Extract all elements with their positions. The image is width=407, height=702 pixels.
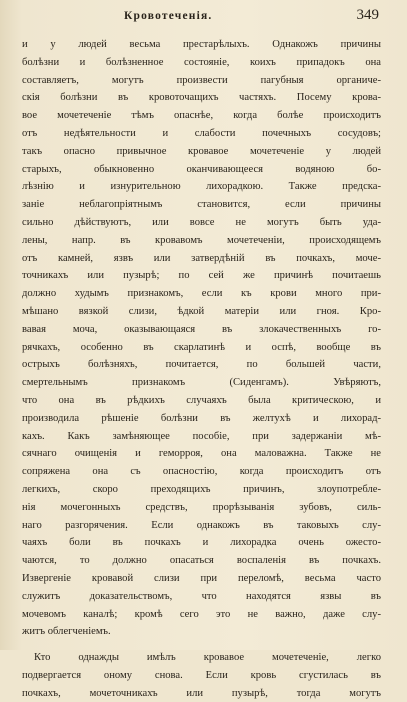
text-line: Извергенiе кровавой слизи при переломѣ, весьма часто [22,572,381,584]
text-line: житъ облегченiемъ. [22,626,111,638]
page-header [14,6,383,30]
text-line: смертельнымъ признакомъ (Сиденгамъ). Увѣряютъ, [22,377,381,389]
text-line: лены, напр. въ кровавомъ мочетеченiи, происходящемъ [22,234,381,246]
text-line: составляетъ, могутъ произвести пагубныя органиче- [22,74,381,86]
text-line: болѣзни и болѣзненное состоянiе, коихъ припадокъ она [22,56,381,68]
text-line: скiя болѣзни въ кровоточащихъ частяхъ. Посему крова- [22,92,381,104]
text-line: чаются, то должно опасаться воспаленiя въ почкахъ. [22,555,381,567]
text-line: сильно дѣйствуютъ, или вовсе не могутъ быть уда- [22,216,381,228]
page-number: 349 [356,7,379,23]
text-line: служитъ доказательствомъ, что находятся язвы въ [22,590,381,602]
text-line: почкахъ, мочеточникахъ или пузырѣ, тогда могутъ [22,687,381,699]
text-line: лѣзнiю и изнурительною лихорадкою. Также предска- [22,181,381,193]
text-line: легкихъ, скоро преходящихъ причинъ, злоупотребле- [22,483,381,495]
text-line: что она въ рѣдкихъ случаяхъ была критическою, и [22,394,381,406]
text-line: рячкахъ, особенно въ скарлатинѣ и оспѣ, вообще въ [22,341,381,353]
text-line: подвергается оному снова. Если кровь сгустилась въ [22,669,381,681]
text-line: наго разгорячения. Если однакожъ въ таковыхъ слу- [22,519,381,531]
text-line: вавая моча, оказывающаяся въ злокачественныхъ го- [22,323,381,335]
text-line: сячнаго очищенiя и геморроя, она маловажна. Также не [22,448,381,460]
text-line: точникахъ или пузырѣ; по сей же причинѣ почитаешь [22,270,381,282]
text-line: нiя мочегонныхъ средствъ, прорѣзыванiя зубовъ, силь- [22,501,381,513]
text-line: отъ недѣятельности и слабости почечныхъ сосудовъ; [22,127,381,139]
paragraph [22,36,381,641]
text-line: кахъ. Какъ замѣняющее пособiе, при задержанiи мѣ- [22,430,381,442]
body-text [22,36,381,702]
text-line: отъ камней, язвъ или затвердѣнiй въ почкахъ, моче- [22,252,381,264]
paragraph-gap [22,641,381,649]
text-line: должно худымъ признакомъ, если къ крови много при- [22,288,381,300]
running-title: Кровотеченiя. [124,10,213,22]
text-line: мочевомъ каналѣ; кромѣ сего это не важно, даже слу- [22,608,381,620]
text-line: Кто однажды имѣлъ кровавое мочетеченiе, легко [34,652,381,664]
text-line: занiе неблагопрiятнымъ становится, если причины [22,199,381,211]
text-line: сопряжена она съ опасностiю, когда происходитъ отъ [22,466,381,478]
text-line: и у людей весьма престарѣлыхъ. Однакожъ причины [22,39,381,50]
text-line: чаяхъ боли въ почкахъ и лихорадка очень ожесто- [22,537,381,549]
paragraph [22,649,381,702]
text-line: старыхъ, обыкновенно оканчивающееся водяною бо- [22,163,381,175]
text-line: мѣшано вязкой слизи, ѣдкой матерiи или гноя. Кро- [22,305,381,317]
text-line: такъ опасно привычное кровавое мочетеченiе у людей [22,145,381,157]
text-line: вое мочетеченiе тѣмъ опаснѣе, когда болѣе происходитъ [22,110,381,122]
text-line: острыхъ болѣзняхъ, почитается, по большей части, [22,359,381,371]
text-line: производила рѣшенiе болѣзни въ желтухѣ и лихорад- [22,412,381,424]
